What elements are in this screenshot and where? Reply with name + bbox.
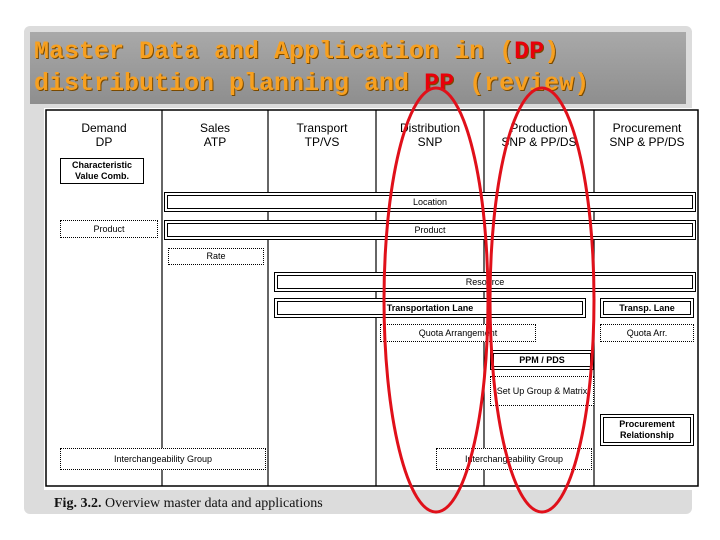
procurement-relationship-box: Procurement Relationship	[600, 414, 694, 446]
column-distribution: Distribution SNP	[399, 121, 461, 149]
figure-caption: Fig. 3.2. Overview master data and applications	[54, 496, 323, 511]
column-procurement: Procurement SNP & PP/DS	[609, 121, 685, 149]
column-transport: Transport TP/VS	[296, 121, 348, 149]
column-production: Production SNP & PP/DS	[501, 121, 577, 149]
master-data-figure	[44, 108, 700, 490]
setup-group-box: Set Up Group & Matrix	[490, 376, 594, 406]
quota-arrangement-box: Quota Arrangement	[380, 324, 536, 342]
quota-arr-box: Quota Arr.	[600, 324, 694, 342]
interchangeability-group-box-2: Interchangeability Group	[436, 448, 592, 470]
ppm-pds-box: PPM / PDS	[490, 350, 594, 370]
column-sales: Sales ATP	[199, 121, 231, 149]
transportation-lane-box: Transportation Lane	[274, 298, 586, 318]
product-box: Product	[164, 220, 696, 240]
resource-box: Resource	[274, 272, 696, 292]
char-value-comb-box: Characteristic Value Comb.	[60, 158, 144, 184]
rate-box: Rate	[168, 248, 264, 265]
interchangeability-group-box-1: Interchangeability Group	[60, 448, 266, 470]
slide-title: Master Data and Application in (DP) distribution planning and PP (review)	[34, 37, 590, 98]
transp-lane-box: Transp. Lane	[600, 298, 694, 318]
location-box: Location	[164, 192, 696, 212]
column-demand: Demand DP	[81, 121, 127, 149]
product-dp-box: Product	[60, 220, 158, 238]
